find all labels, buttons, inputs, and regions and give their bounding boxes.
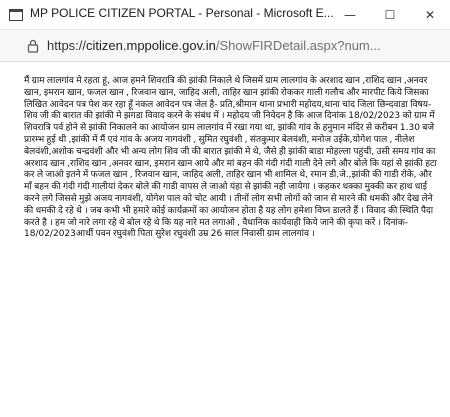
lock-icon[interactable] <box>26 39 40 53</box>
window-controls <box>330 0 450 30</box>
window-title: MP POLICE CITIZEN PORTAL - Personal - Microsoft E... <box>30 6 334 20</box>
url-text[interactable] <box>47 38 442 53</box>
title-bar <box>0 0 450 30</box>
maximize-button[interactable]: ☐ <box>384 8 396 22</box>
url-host: citizen.mppolice.gov.in <box>86 38 216 53</box>
url-scheme: https:// <box>47 38 87 53</box>
fir-detail-text: मैं ग्राम लालगांव मे रहता हूं, आज हमने शिवरात्रि की झांकी निकाले थे जिसमें ग्राम लालगांव के अरशाद खान ,राशिद खान ,अनवर खान, इमरान खान, फजल खान , रिजवान खान, जाहिद अली, ताहिर खान झांकी रोककर गाली गलौच और मारपीट किये जिसका लिखित आवेदन पत्र पेश कर रहा हूँ नकल आवेदन पत्र जेल है- प्रति,श्रीमान थाना प्रभारी महोदय,थाना चांद जिला छिन्दवाडा विषय-शिव जी की बारात की झांकी मे झगडा विवाद करने के संबंध में । महोदय जी निवेदन है कि आज दिनांक 18/02/2023 को ग्राम में शिवरात्रि पर्व होने से झांकी निकालने का आयोजन ग्राम लालगांव में रखा गया था, झांकी गांव के हनुमान मंदिर से करीबन 1.30 बजे प्रारम्भ हुई थी ,झांकी में मैं एवं गांव के अजय नागवंशी , सुमित रघुवंशी , संतकुमार बेलवंशी, मनोज उईके,योगेश पाल , नीलेश बेलवंशी,अशोक चन्द्रवंशी और भी अन्य लोग शिव जी की बारात झांकी मे थे, जैसे ही झांकी बाडा मोहल्ला पहुंची, उसी समय गांव का अरशाद खान ,राशिद खान ,अनवर खान, इमरान खान आये और मां बहन की गंदी गंदी गाली देने लगे और बोले कि यहां से झांकी हटा कर ले जाओ इतने में फजल खान , रिजवान खान, जाहिद अली, ताहिर खान भी शामिल थे, रमान डी.जे.,झांकी की गाडी रोके, और माँ बहन की गंदी गंदी गालीयां देकर बोले की गाडी वापस ले जाओ यंहा से झांकी नही जायेगा । कहकर धक्का मुक्की कर हाथ धाई करने लगे जिससे मुझे अजय नागवंशी, योगेश पाल को चोट आयी । तीनों लोग सभी लोगों को जान से मारने की धमकी और देख लेने की धमकी दे रहे थे । जब कभी भी हमारे कोई कार्यक्रमों का आयोजन होता है यह लोग हमेशा विघ्न डालते हैं । विवाद की स्थिति पैदा करते है । हम जो नारे लगा रहे थे बोल रहे थे कि यह नारे मत लगाओ , वैधानिक कार्यवाही किये जाने की कृपा करें । दिनांक- 18/02/2023आर्थी पवन रघुवंशी पिता सुरेश रघुवंशी उम्र 26 साल निवासी ग्राम लालगांव । <box>24 76 437 240</box>
close-button[interactable]: ✕ <box>424 8 436 22</box>
address-bar[interactable] <box>0 30 450 62</box>
edge-icon <box>9 8 23 22</box>
minimize-button[interactable]: — <box>344 8 356 22</box>
url-path: /ShowFIRDetail.aspx?num... <box>215 38 381 53</box>
